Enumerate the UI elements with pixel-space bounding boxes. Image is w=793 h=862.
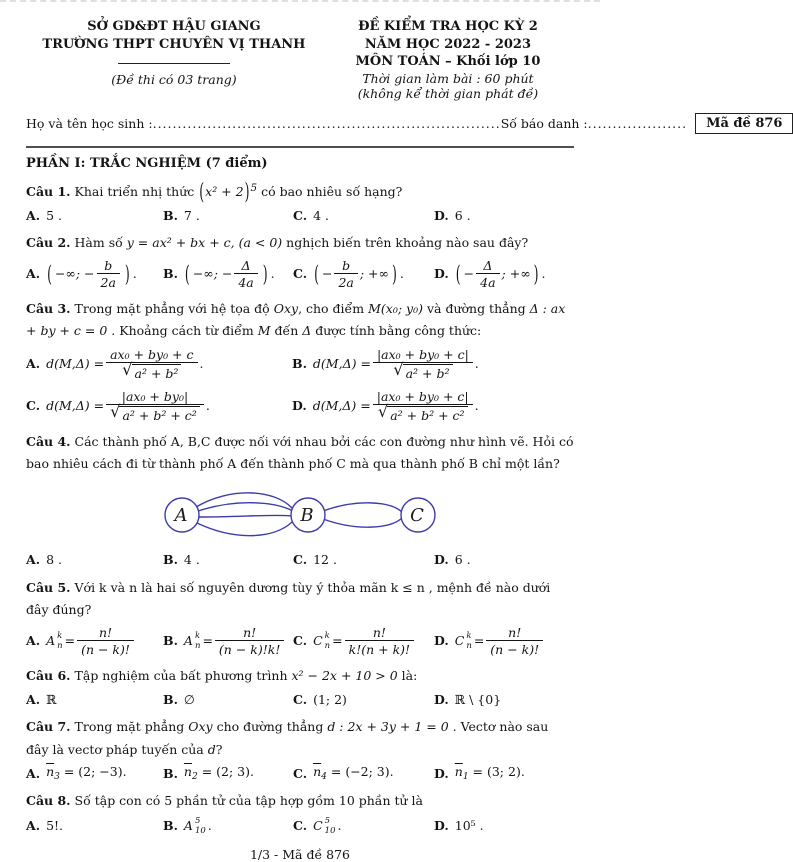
option-b: B. A 5 10 . [163,815,212,836]
school-name: TRƯỜNG THPT CHUYÊN VỊ THANH [42,36,306,52]
question-6: Câu 6. Tập nghiệm của bất phương trình x² − 2x + 10 > 0 là: [26,667,418,683]
node-c-label: C [410,504,424,526]
node-a-label: A [174,504,188,526]
edge-bc-1 [323,503,402,512]
edge-ab-3 [199,515,293,517]
option-c: C. d(M,Δ) = |ax₀ + by₀| √ a² + b² + c² . [26,388,210,423]
option-a: A. d(M,Δ) = ax₀ + by₀ + c √ a² + b² . [26,346,204,381]
pages-note: (Đề thi có 03 trang) [111,72,237,88]
header-right [322,18,574,101]
question-4: Câu 4. Các thành phố A, B,C được nối với nhau bởi các con đường như hình vẽ. Hỏi có bao nhiêu cách đi từ thành phố A đến thành phố C mà qua thành phố B chỉ một lần? [26,433,574,472]
vector-symbol: $\overline{n}$ [313,764,322,780]
student-info-row [26,113,783,134]
duration-line: Thời gian làm bài : 60 phút [362,70,534,86]
sqrt-expression: √ a² + b² + c² [110,406,200,423]
exam-code-box: Mã đề 876 [695,113,793,134]
vector-symbol: $\overline{n}$ [454,764,463,780]
question-7: Câu 7. Trong mặt phẳng Oxy cho đường thẳng d : 2x + 3y + 1 = 0 . Vectơ nào sau đây là vectơ pháp tuyến của d? [26,719,549,757]
edge-bc-2 [323,518,402,527]
question-label: Câu 1. [26,183,71,199]
option-d: D. $\overline{n}_1 = (3$; 2). [434,764,525,783]
option-c: C. 12 . [293,552,337,568]
page-top-edge [0,0,600,2]
option-b: B. 4 . [163,552,200,568]
option-c: C. 4 . [293,207,329,223]
department-name: SỞ GD&ĐT HẬU GIANG [87,19,261,34]
option-a: A. ( −∞; − $\frac{b}{2a}$ ) . [26,257,137,290]
option-c: C. C k n = $\frac{n!}{k!(n + k)!}$ [293,625,434,657]
question-1: Câu 1. Khai triển nhị thức $(x^2 + 2)^5$ có bao nhiêu số hạng? [26,177,403,205]
header-rule [26,146,574,148]
question-8: Câu 8. Số tập con có 5 phần tử của tập hợp gồm 10 phần tử là [26,793,423,809]
section-title: PHẦN I: TRẮC NGHIỆM (7 điểm) [26,155,268,171]
subject-line: MÔN TOÁN – Khối lớp 10 [355,54,541,70]
option-d: D. 6 . [434,207,471,223]
candidate-number-label: Số báo danh : [500,115,588,131]
option-c: C. ( − $\frac{b}{2a}$ ; +∞ ) . [293,257,404,290]
question-6-options [26,690,574,708]
question-1-options [26,206,574,224]
question-8-options [26,816,574,836]
math-quadratic: y = ax² + bx + c, (a < 0) [126,235,283,251]
option-b: B. d(M,Δ) = |ax₀ + by₀ + c| √ a² + b² . [292,346,479,381]
option-d: D. 6 . [434,552,471,568]
question-3-options [26,347,574,423]
option-d: D. d(M,Δ) = |ax₀ + by₀ + c| √ a² + b² + c² . [292,388,479,423]
student-name-label: Họ và tên học sinh : [26,115,153,131]
school-year: NĂM HỌC 2022 - 2023 [364,36,532,52]
option-c: C. $\overline{n}_4 = (-2$; 3). [293,764,394,783]
option-d: D. 10⁵ . [434,818,484,834]
option-b: B. A k n = $\frac{n!}{(n - k)!k!}$ [163,625,293,657]
edge-ab-2 [198,503,293,511]
option-a: A. $\overline{n}_3 = (2$; −3). [26,764,127,783]
option-a: A. ℝ [26,691,57,707]
question-7-options [26,764,574,782]
option-b: B. 7 . [163,207,200,223]
sqrt-expression: √ a² + b² [122,364,181,381]
question-2-options [26,258,574,290]
option-d: D. ( − $\frac{\Delta}{4a}$ ; +∞ ) . [434,257,546,290]
question-4-options [26,551,574,569]
option-a: A. 8 . [26,552,62,568]
question-2: Câu 2. Hàm số y = ax² + bx + c, (a < 0) nghịch biến trên khoảng nào sau đây? [26,235,529,251]
math-inequality: x² − 2x + 10 > 0 [291,667,398,683]
sqrt-expression: √ a² + b² + c² [378,406,468,423]
exam-title: ĐỀ KIỂM TRA HỌC KỲ 2 [358,19,538,34]
header-divider-line [118,63,230,64]
option-c: C. C 5 10 . [293,815,342,836]
option-b: B. $\overline{n}_2 = (2$; 3). [163,764,254,783]
option-c: C. (1; 2) [293,691,347,707]
vector-symbol: $\overline{n}$ [183,764,192,780]
question-3: Câu 3. Trong mặt phẳng với hệ tọa độ Oxy, cho điểm M(x₀; y₀) và đường thẳng Δ : ax + by + c = 0 . Khoảng cách từ điểm M đến Δ được tính bằng công thức: [26,300,566,339]
student-name-dots: ...................................................................... [152,115,501,131]
question-5-options [26,625,574,657]
option-a: A. 5 . [26,207,62,223]
sqrt-expression: √ a² + b² [393,364,452,381]
header-left [26,18,322,101]
candidate-number-dots: .................... [587,115,688,131]
option-d: D. C k n = $\frac{n!}{(n - k)!}$ [434,625,574,657]
duration-note: (không kể thời gian phát đề) [357,85,539,101]
header [26,18,574,101]
option-b: B. ( −∞; − $\frac{\Delta}{4a}$ ) . [163,257,275,290]
question-5: Câu 5. Với k và n là hai số nguyên dương tùy ý thỏa mãn k ≤ n , mệnh đề nào dưới đây đúng? [26,579,551,618]
vector-symbol: $\overline{n}$ [46,764,55,780]
option-b: B. ∅ [163,691,195,707]
page-footer: 1/3 - Mã đề 876 [249,847,351,862]
math-binomial: $(x^2 + 2)^5$ [199,177,258,205]
option-d: D. ℝ \ {0} [434,691,502,707]
option-a: A. A k n = $\frac{n!}{(n - k)!}$ [26,625,163,657]
edge-ab-4 [197,522,292,536]
node-b-label: B [300,504,314,526]
roads-graph-figure [160,480,440,548]
option-a: A. 5!. [26,818,64,834]
